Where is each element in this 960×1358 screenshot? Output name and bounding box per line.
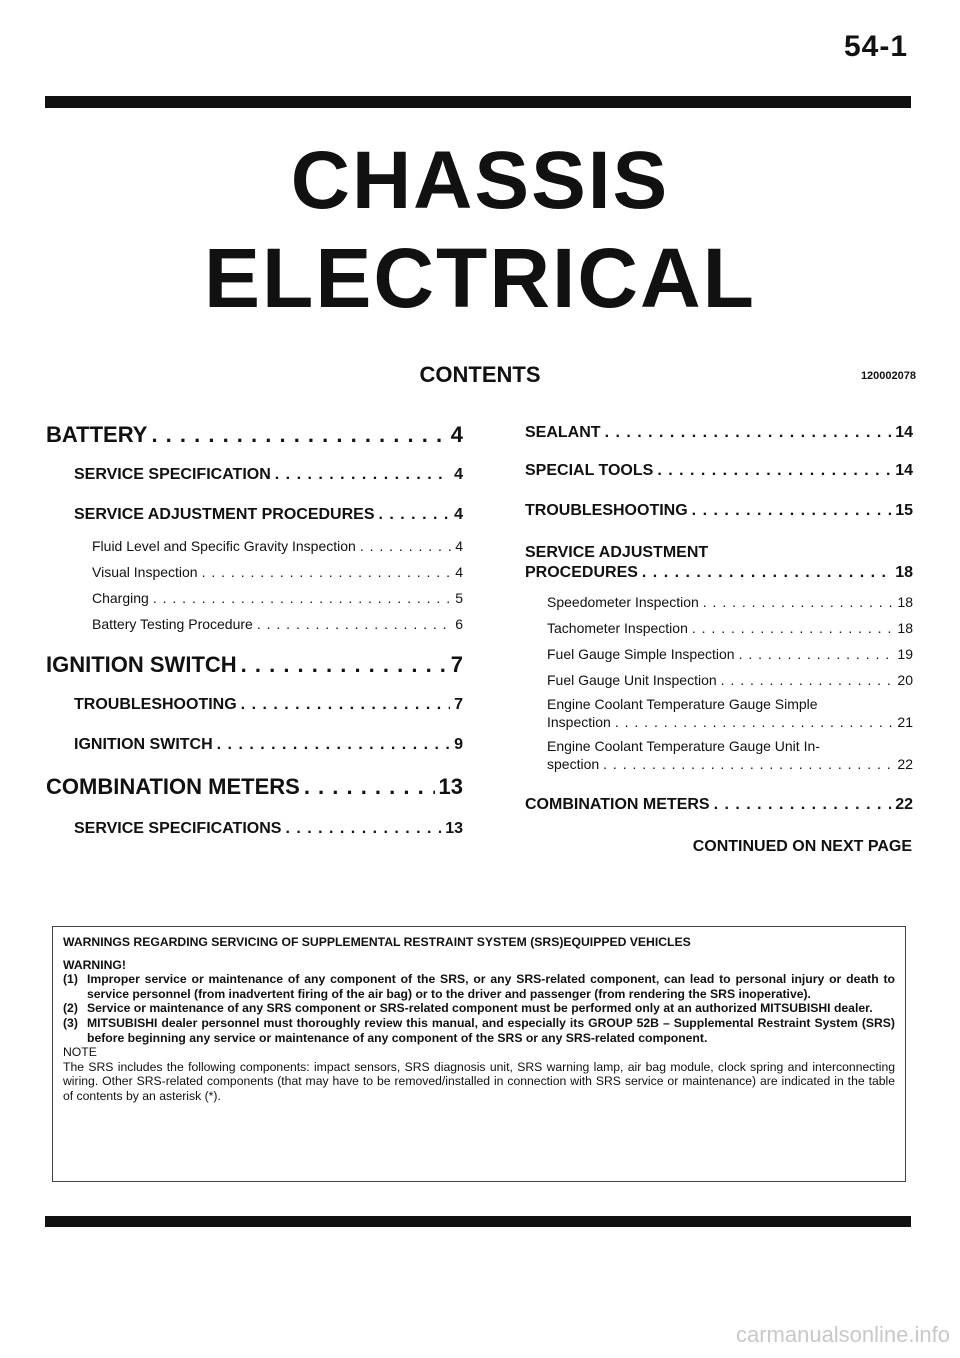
toc-entry-sealant[interactable] <box>525 424 913 442</box>
toc-leader <box>605 424 892 442</box>
toc-leader <box>703 594 894 610</box>
toc-page: 20 <box>897 672 913 688</box>
toc-leader <box>275 466 450 484</box>
toc-leader <box>615 714 894 730</box>
toc-entry-troubleshooting[interactable] <box>74 696 463 714</box>
toc-entry-coolant-unit-line1: Engine Coolant Temperature Gauge Unit In- <box>547 738 820 754</box>
toc-leader <box>241 696 450 714</box>
warning-item-text: Service or maintenance of any SRS component or SRS-related component must be performed only at an authorized MITSUBISHI dealer. <box>87 1001 873 1016</box>
toc-page: 22 <box>895 796 913 813</box>
toc-label: Inspection <box>547 714 611 730</box>
toc-label: PROCEDURES <box>525 564 638 581</box>
toc-page: 13 <box>438 774 463 799</box>
page-number: 54-1 <box>843 30 908 63</box>
warning-item-2 <box>63 1001 895 1016</box>
toc-leader <box>692 620 894 636</box>
toc-page: 14 <box>895 462 913 479</box>
toc-entry-fluid-level-inspection[interactable] <box>92 538 463 554</box>
warning-item-text: MITSUBISHI dealer personnel must thoroughly review this manual, and especially its GROUP 52B – Supplemental Restraint System (SRS) before beginning any service or maintenance of any component of the SRS or any SRS-related component. <box>87 1015 895 1045</box>
toc-leader <box>217 736 450 754</box>
toc-page: 22 <box>897 756 913 772</box>
toc-page: 21 <box>897 714 913 730</box>
toc-page: 14 <box>895 424 913 441</box>
toc-entry-ignition-switch-sub[interactable] <box>74 736 463 754</box>
toc-entry-fuel-gauge-simple[interactable] <box>547 646 913 662</box>
toc-page: 4 <box>455 538 463 554</box>
warning-item-3 <box>63 1016 895 1045</box>
toc-page: 18 <box>897 594 913 610</box>
watermark: carmanualsonline.info <box>735 1322 950 1347</box>
toc-label: SEALANT <box>525 424 601 441</box>
toc-entry-procedures[interactable] <box>525 564 913 582</box>
toc-entry-combination-meters-right[interactable] <box>525 796 913 814</box>
toc-page: 15 <box>895 502 913 519</box>
toc-entry-service-specification[interactable] <box>74 466 463 484</box>
toc-leader <box>379 506 451 524</box>
toc-entry-visual-inspection[interactable] <box>92 564 463 580</box>
toc-leader <box>642 564 891 582</box>
toc-entry-combination-meters[interactable] <box>46 774 463 800</box>
toc-page: 7 <box>454 696 463 713</box>
toc-label: Fuel Gauge Simple Inspection <box>547 646 735 662</box>
toc-entry-special-tools[interactable] <box>525 462 913 480</box>
toc-label: Fuel Gauge Unit Inspection <box>547 672 717 688</box>
toc-label: Speedometer Inspection <box>547 594 699 610</box>
toc-entry-service-specifications[interactable] <box>74 820 463 838</box>
doc-code: 120002078 <box>860 370 916 382</box>
toc-page: 4 <box>455 564 463 580</box>
note-label: NOTE <box>63 1045 97 1060</box>
warning-label: WARNING! <box>63 957 126 972</box>
toc-label: IGNITION SWITCH <box>74 736 213 753</box>
toc-entry-tachometer[interactable] <box>547 620 913 636</box>
toc-entry-coolant-simple[interactable] <box>547 714 913 730</box>
toc-label: BATTERY <box>46 422 148 447</box>
toc-label: IGNITION SWITCH <box>46 652 237 677</box>
toc-page: 13 <box>445 820 463 837</box>
title-line-2: ELECTRICAL <box>204 231 756 325</box>
toc-leader <box>153 590 451 606</box>
toc-entry-coolant-simple-line1: Engine Coolant Temperature Gauge Simple <box>547 696 818 712</box>
toc-entry-speedometer[interactable] <box>547 594 913 610</box>
toc-page: 5 <box>455 590 463 606</box>
toc-leader <box>304 774 435 800</box>
toc-page: 19 <box>897 646 913 662</box>
warning-item-text: Improper service or maintenance of any component of the SRS, or any SRS-related component, can lead to personal injury or death to service personnel (from inadvertent firing of the air bag) or to the driver and passenger (from rendering the SRS inoperative). <box>87 972 895 1001</box>
toc-leader <box>241 652 447 678</box>
toc-label: Visual Inspection <box>92 564 198 580</box>
bottom-rule <box>45 1216 911 1227</box>
toc-label: TROUBLESHOOTING <box>525 502 688 519</box>
toc-leader <box>151 422 446 448</box>
warning-heading: WARNINGS REGARDING SERVICING OF SUPPLEMENTAL RESTRAINT SYSTEM (SRS)EQUIPPED VEHICLES <box>63 935 691 949</box>
toc-leader <box>257 616 451 632</box>
toc-leader <box>202 564 452 580</box>
toc-entry-troubleshooting-right[interactable] <box>525 502 913 520</box>
toc-label: SPECIAL TOOLS <box>525 462 654 479</box>
toc-label: Tachometer Inspection <box>547 620 688 636</box>
note-text: The SRS includes the following components: impact sensors, SRS diagnosis unit, SRS warning lamp, air bag module, clock spring and interconnecting wiring. Other SRS-related components (that may have to be removed/installed in connection with SRS service or maintenance) are indicated in the table of contents by an asterisk (*). <box>63 1059 895 1103</box>
toc-page: 6 <box>455 616 463 632</box>
top-rule <box>45 96 911 108</box>
warning-item-1 <box>63 972 895 1001</box>
continued-notice: CONTINUED ON NEXT PAGE <box>692 838 912 855</box>
toc-leader <box>360 538 451 554</box>
title-line-1: CHASSIS <box>290 135 670 226</box>
toc-label: SERVICE SPECIFICATIONS <box>74 820 282 837</box>
toc-page: 7 <box>450 652 463 677</box>
contents-heading: CONTENTS <box>419 362 541 387</box>
toc-leader <box>714 796 892 814</box>
toc-label: SERVICE ADJUSTMENT PROCEDURES <box>74 506 375 523</box>
toc-label: Charging <box>92 590 149 606</box>
toc-entry-battery-testing[interactable] <box>92 616 463 632</box>
toc-entry-service-adjustment-procedures[interactable] <box>74 506 463 524</box>
toc-entry-service-adjustment-heading: SERVICE ADJUSTMENT <box>525 544 709 561</box>
toc-leader <box>603 756 893 772</box>
toc-entry-charging[interactable] <box>92 590 463 606</box>
toc-label: COMBINATION METERS <box>46 774 300 799</box>
toc-entry-fuel-gauge-unit[interactable] <box>547 672 913 688</box>
toc-entry-coolant-unit[interactable] <box>547 756 913 772</box>
toc-label: Fluid Level and Specific Gravity Inspection <box>92 538 356 554</box>
toc-page: 9 <box>454 736 463 753</box>
toc-page: 4 <box>454 506 463 523</box>
toc-label: SERVICE SPECIFICATION <box>74 466 271 483</box>
toc-page: 4 <box>450 422 463 447</box>
toc-label: spection <box>547 756 600 772</box>
toc-leader <box>657 462 891 480</box>
warning-item-number: (1) <box>63 972 78 987</box>
toc-label: TROUBLESHOOTING <box>74 696 237 713</box>
warning-item-number: (3) <box>63 1015 78 1030</box>
toc-label: COMBINATION METERS <box>525 796 710 813</box>
toc-entry-ignition-switch[interactable] <box>46 652 463 678</box>
toc-label: Battery Testing Procedure <box>92 616 253 632</box>
toc-entry-battery[interactable] <box>46 422 463 448</box>
toc-leader <box>285 820 441 838</box>
toc-leader <box>721 672 894 688</box>
toc-page: 4 <box>454 466 463 483</box>
toc-page: 18 <box>897 620 913 636</box>
warning-item-number: (2) <box>63 1001 78 1016</box>
toc-page: 18 <box>895 564 913 581</box>
srs-warning-box <box>52 926 906 1182</box>
toc-leader <box>739 646 894 662</box>
toc-leader <box>692 502 892 520</box>
